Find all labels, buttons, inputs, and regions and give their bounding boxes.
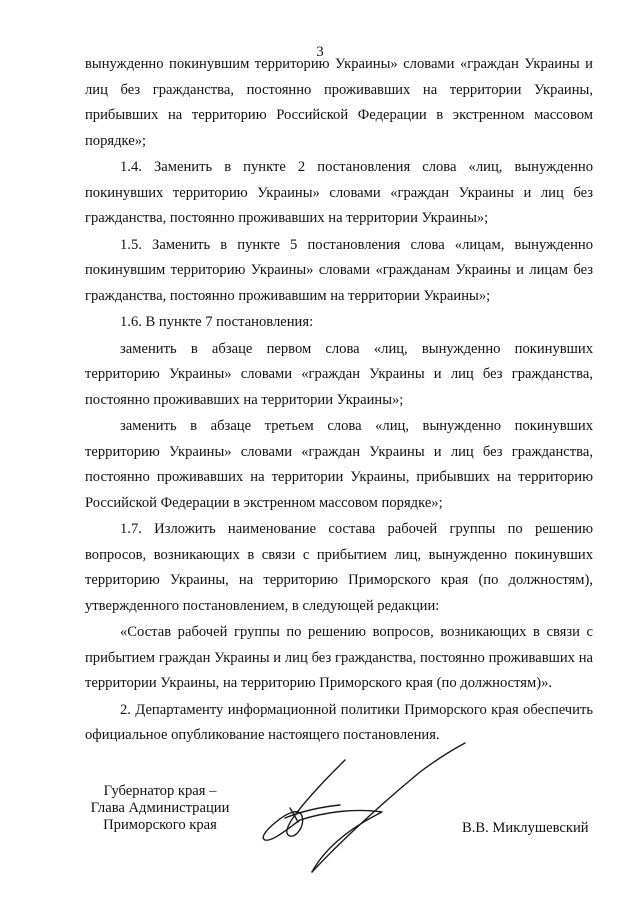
signatory-title-line: Приморского края <box>103 817 217 833</box>
paragraph-2: 2. Департаменту информационной политики Приморского края обеспечить официальное опубликование настоящего постановления. <box>85 701 593 743</box>
paragraph-1-4: 1.4. Заменить в пункте 2 постановления слова «лиц, вынужденно покинувших территорию Украины» словами «граждан Украины и лиц без гражданства, постоянно проживавших на территории Украины»; <box>85 159 593 226</box>
signatory-title-line: Губернатор края – <box>103 783 217 799</box>
paragraph-quote: «Состав рабочей группы по решению вопросов, возникающих в связи с прибытием граждан Украины и лиц без гражданства, постоянно проживавших на территории Украины, на территорию Приморского края (по должностям)». <box>85 624 593 691</box>
paragraph-1-5: 1.5. Заменить в пункте 5 постановления слова «лицам, вынужденно покинувшим территорию Украины» словами «гражданам Украины и лицам без гражданства, постоянно проживавшим на территории Украины»; <box>85 236 593 304</box>
paragraph-1-6-third: заменить в абзаце третьем слова «лиц, вынужденно покинувших территорию Украины» словами «граждан Украины и лиц без гражданства, постоянно проживавших на территории Украины, прибывших на территорию Российской Федерации в экстренном массовом порядке»; <box>85 418 593 511</box>
paragraph-1-7: 1.7. Изложить наименование состава рабочей группы по решению вопросов, возникающих в связи с прибытием лиц, вынужденно покинувших территорию Украины, на территорию Приморского края (по должностям), утвержденного постановлением, в следующей редакции: <box>85 521 593 614</box>
signatory-title-line: Глава Администрации <box>90 800 230 816</box>
paragraph-continuation: вынужденно покинувшим территорию Украины» словами «граждан Украины и лиц без гражданства, постоянно проживавших на территории Украины, прибывших на территорию Российской Федерации в экстренном массовом порядке»; <box>85 56 593 149</box>
signatory-name: В.В. Миклушевский <box>462 820 589 836</box>
page-number: 3 <box>316 44 324 60</box>
paragraph-1-6: 1.6. В пункте 7 постановления: <box>120 314 314 330</box>
paragraph-1-6-first: заменить в абзаце первом слова «лиц, вынужденно покинувших территорию Украины» словами «граждан Украины и лиц без гражданства, постоянно проживавших на территории Украины»; <box>85 340 593 408</box>
